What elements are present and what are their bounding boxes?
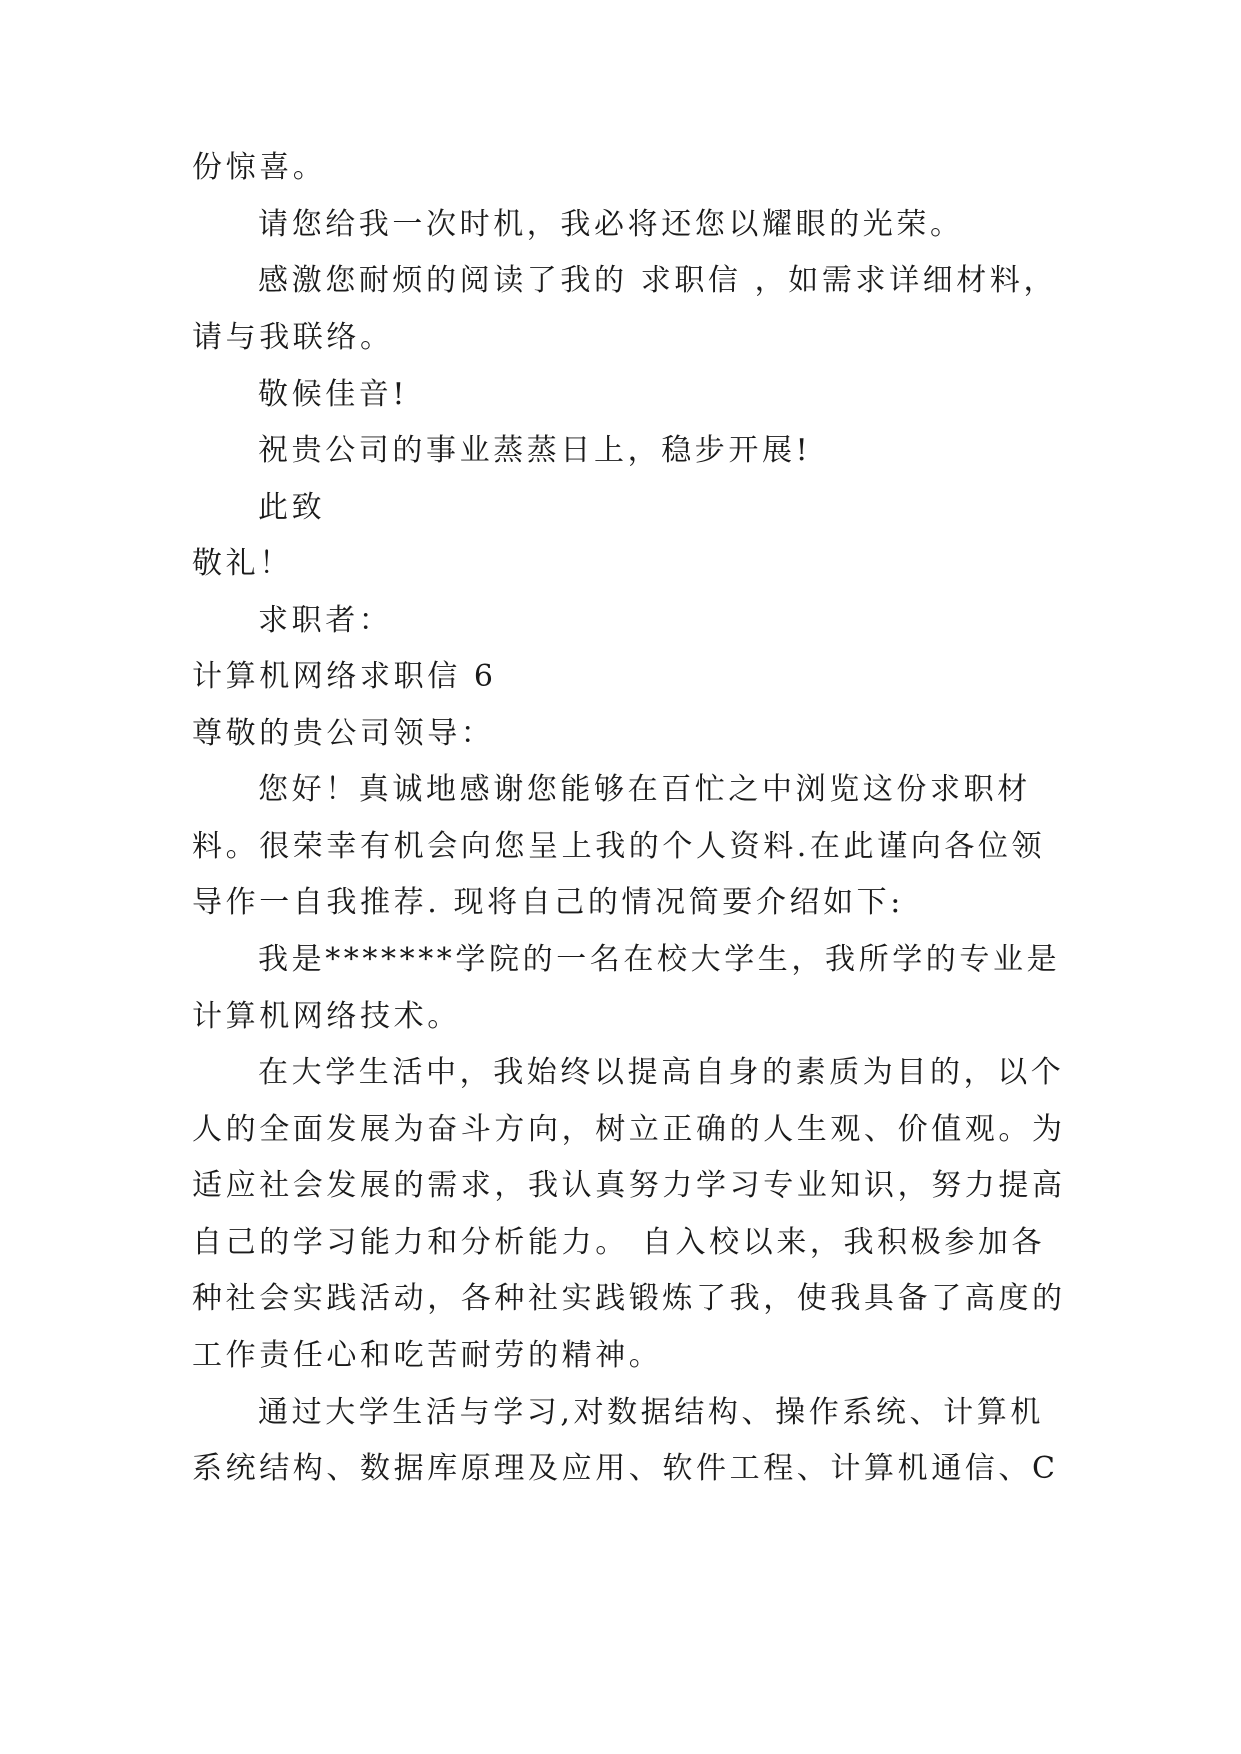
text-line: 在大学生活中，我始终以提高自身的素质为目的，以个 [258, 1055, 1065, 1090]
text-line: 人的全面发展为奋斗方向，树立正确的人生观、价值观。为 [192, 1112, 1066, 1147]
text-line: 请与我联络。 [192, 320, 394, 355]
text-line: 计算机网络技术。 [192, 999, 461, 1034]
text-line: 通过大学生活与学习,对数据结构、操作系统、计算机 [258, 1395, 1044, 1430]
text-line: 此致 [258, 490, 326, 525]
text-line: 适应社会发展的需求，我认真努力学习专业知识，努力提高 [192, 1168, 1066, 1203]
section-heading: 计算机网络求职信 6 [192, 659, 497, 694]
text-line: 导作一自我推荐. 现将自己的情况简要介绍如下: [192, 885, 904, 920]
text-line: 份惊喜。 [192, 150, 327, 185]
text-line: 料。很荣幸有机会向您呈上我的个人资料.在此谨向各位领 [192, 829, 1046, 864]
text-line: 敬候佳音! [258, 377, 409, 412]
text-line: 求职者： [258, 603, 393, 638]
text-line: 我是*******学院的一名在校大学生，我所学的专业是 [258, 942, 1061, 977]
text-line: 自己的学习能力和分析能力。 自入校以来，我积极参加各 [192, 1225, 1046, 1260]
text-line: 系统结构、数据库原理及应用、软件工程、计算机通信、C [192, 1451, 1059, 1486]
text-line: 您好！真诚地感谢您能够在百忙之中浏览这份求职材 [258, 772, 1031, 807]
text-line: 敬礼！ [192, 546, 293, 581]
text-line: 祝贵公司的事业蒸蒸日上，稳步开展! [258, 433, 812, 468]
text-line: 请您给我一次时机，我必将还您以耀眼的光荣。 [258, 207, 964, 242]
salutation: 尊敬的贵公司领导： [192, 716, 495, 751]
text-line: 种社会实践活动，各种社实践锻炼了我，使我具备了高度的 [192, 1281, 1066, 1316]
text-line: 工作责任心和吃苦耐劳的精神。 [192, 1338, 663, 1373]
text-line: 感激您耐烦的阅读了我的 求职信 ，如需求详细材料， [258, 263, 1058, 298]
